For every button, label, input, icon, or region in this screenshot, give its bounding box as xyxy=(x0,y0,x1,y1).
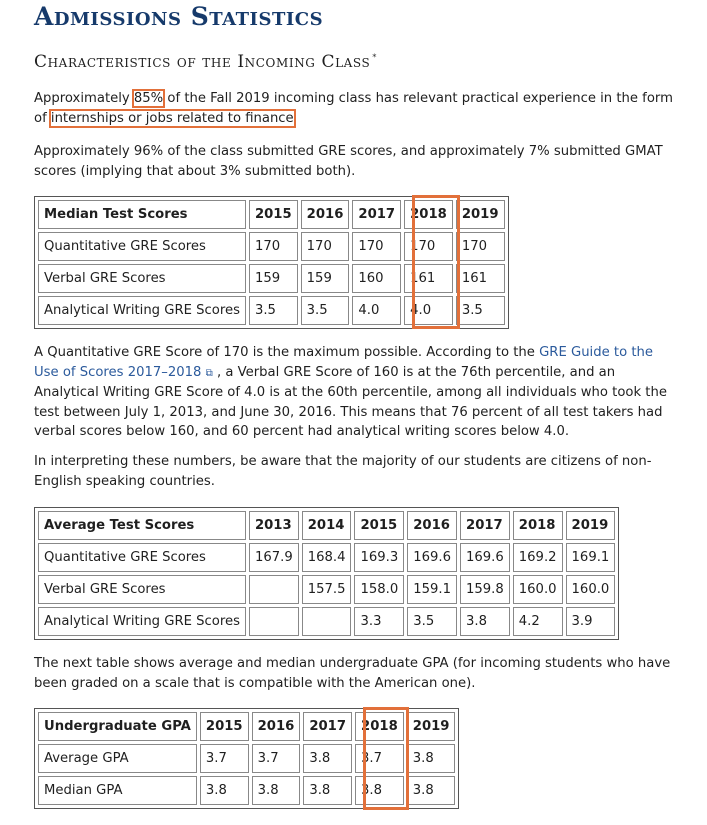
table-row-label: Analytical Writing GRE Scores xyxy=(38,296,246,325)
table-header-cell: 2016 xyxy=(301,200,350,229)
table-row-label: Analytical Writing GRE Scores xyxy=(38,607,246,636)
external-link-icon[interactable]: ⧉ xyxy=(205,367,213,379)
table-header-cell: 2016 xyxy=(252,712,301,741)
table-header-cell: 2015 xyxy=(200,712,249,741)
table-row-label: Quantitative GRE Scores xyxy=(38,543,246,572)
table-cell: 160.0 xyxy=(513,575,563,604)
table-row-label: Median GPA xyxy=(38,776,197,805)
table-header-cell: 2016 xyxy=(407,511,457,540)
table-cell: 169.1 xyxy=(566,543,616,572)
gre-submission-paragraph: Approximately 96% of the class submitted GRE scores, and approximately 7% submitted GMAT scores (implying that about 3% submitted both). xyxy=(34,144,663,179)
table-cell: 168.4 xyxy=(302,543,352,572)
table-header-row xyxy=(38,511,615,540)
table-header-cell: 2017 xyxy=(303,712,352,741)
table-cell: 161 xyxy=(404,264,453,293)
table-cell: 160 xyxy=(352,264,401,293)
table-cell: 3.5 xyxy=(301,296,350,325)
table-header-cell: 2017 xyxy=(352,200,401,229)
table-row xyxy=(38,543,615,572)
table-header-cell: 2015 xyxy=(354,511,404,540)
table-cell: 170 xyxy=(249,232,298,261)
table-cell: 3.5 xyxy=(249,296,298,325)
table-cell: 170 xyxy=(456,232,505,261)
table-cell: 169.2 xyxy=(513,543,563,572)
table-cell: 4.0 xyxy=(404,296,453,325)
table-row-label: Average GPA xyxy=(38,744,197,773)
p1-middle: of the Fall 2019 incoming class has relevant practical experience in the form of xyxy=(34,91,673,126)
table-cell: 3.8 xyxy=(303,776,352,805)
table-cell: 4.0 xyxy=(352,296,401,325)
table-cell: 170 xyxy=(404,232,453,261)
table-cell: 3.5 xyxy=(456,296,505,325)
highlight-2019-gpa-column xyxy=(363,707,409,810)
table-header-cell: 2017 xyxy=(460,511,510,540)
table-cell: 169.3 xyxy=(354,543,404,572)
table-header-cell: 2018 xyxy=(355,712,404,741)
table-cell: 3.8 xyxy=(355,776,404,805)
highlight-2019-median-column xyxy=(412,195,460,329)
table-header-cell: 2013 xyxy=(249,511,299,540)
table-cell: 3.8 xyxy=(407,776,456,805)
table-cell: 161 xyxy=(456,264,505,293)
gre-percentile-paragraph xyxy=(34,343,674,442)
gre-guide-link[interactable]: GRE Guide to the Use of Scores 2017–2018 xyxy=(34,345,653,380)
table-cell xyxy=(302,607,352,636)
footnote-mark: * xyxy=(372,53,377,63)
table-cell: 3.8 xyxy=(200,776,249,805)
table-cell: 4.2 xyxy=(513,607,563,636)
table-cell: 3.9 xyxy=(566,607,616,636)
table-cell: 170 xyxy=(352,232,401,261)
table-cell: 3.8 xyxy=(460,607,510,636)
table-cell: 169.6 xyxy=(460,543,510,572)
table-row-label: Quantitative GRE Scores xyxy=(38,232,246,261)
table-cell: 159.1 xyxy=(407,575,457,604)
table-cell: 159 xyxy=(301,264,350,293)
table-cell: 170 xyxy=(301,232,350,261)
table-header-cell: 2014 xyxy=(302,511,352,540)
table-cell: 3.8 xyxy=(407,744,456,773)
table-cell: 3.3 xyxy=(354,607,404,636)
table-header-cell: Average Test Scores xyxy=(38,511,246,540)
table-row xyxy=(38,607,615,636)
section-title xyxy=(34,52,377,72)
average-test-scores-table xyxy=(34,507,619,640)
page-title: Admissions Statistics xyxy=(34,2,324,31)
section-title-text: Characteristics of the Incoming Class xyxy=(34,52,371,72)
table-header-cell: Undergraduate GPA xyxy=(38,712,197,741)
practical-experience-paragraph xyxy=(34,89,674,128)
table-header-cell: 2019 xyxy=(456,200,505,229)
interpretation-paragraph: In interpreting these numbers, be aware that the majority of our students are citizens of non-English speaking countries. xyxy=(34,454,652,489)
table-cell xyxy=(249,607,299,636)
table-cell: 3.7 xyxy=(355,744,404,773)
table-cell: 3.7 xyxy=(252,744,301,773)
p1-before: Approximately xyxy=(34,91,134,106)
table-row xyxy=(38,575,615,604)
table-header-cell: 2018 xyxy=(513,511,563,540)
highlight-internships-phrase: internships or jobs related to finance xyxy=(50,110,294,126)
table-row-label: Verbal GRE Scores xyxy=(38,575,246,604)
table-cell: 157.5 xyxy=(302,575,352,604)
p3-before: A Quantitative GRE Score of 170 is the maximum possible. According to the xyxy=(34,345,540,360)
table-cell xyxy=(249,575,299,604)
table-row-label: Verbal GRE Scores xyxy=(38,264,246,293)
table-header-cell: 2018 xyxy=(404,200,453,229)
highlight-85-percent: 85% xyxy=(133,91,164,106)
table-header-cell: 2015 xyxy=(249,200,298,229)
gpa-intro-paragraph: The next table shows average and median undergraduate GPA (for incoming students who have been graded on a scale that is compatible with the American one). xyxy=(34,656,671,691)
table-cell: 3.7 xyxy=(200,744,249,773)
table-header-cell: 2019 xyxy=(407,712,456,741)
table-cell: 3.8 xyxy=(252,776,301,805)
table-cell: 3.5 xyxy=(407,607,457,636)
table-cell: 159 xyxy=(249,264,298,293)
table-cell: 169.6 xyxy=(407,543,457,572)
table-header-cell: Median Test Scores xyxy=(38,200,246,229)
table-cell: 3.8 xyxy=(303,744,352,773)
table-cell: 159.8 xyxy=(460,575,510,604)
table-cell: 167.9 xyxy=(249,543,299,572)
p3-after: , a Verbal GRE Score of 160 is at the 76th percentile, and an Analytical Writing GRE Score of 4.0 is at the 60th percentile, among all individuals who took the test between July 1, 2013, and June 30, 2016. This means that 76 percent of all test takers had verbal scores below 160, and 60 percent had analytical writing scores below 4.0. xyxy=(34,364,667,439)
table-cell: 160.0 xyxy=(566,575,616,604)
table-header-cell: 2019 xyxy=(566,511,616,540)
table-cell: 158.0 xyxy=(354,575,404,604)
